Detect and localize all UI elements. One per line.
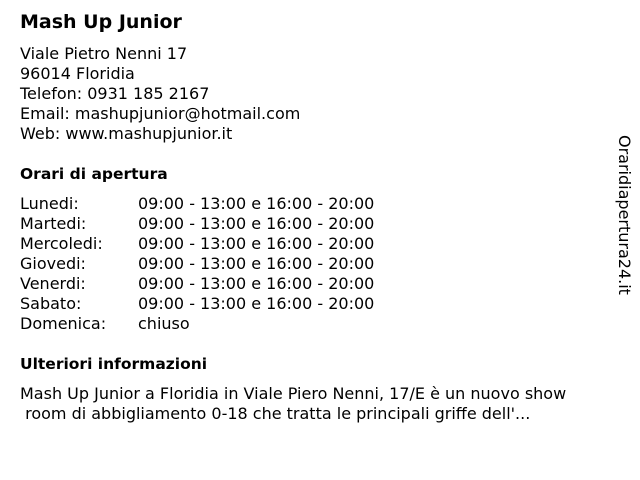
hours-day: Martedi: [20, 214, 87, 233]
address-city: 96014 Floridia [20, 64, 135, 83]
hours-row-saturday [20, 294, 374, 314]
watermark [612, 135, 636, 310]
hours-time: chiuso [138, 314, 190, 333]
hours-row-friday [20, 274, 374, 294]
website: Web: www.mashupjunior.it [20, 124, 233, 143]
store-name: Mash Up Junior [20, 11, 182, 33]
hours-day: Giovedi: [20, 254, 86, 273]
more-info-title: Ulteriori informazioni [20, 355, 208, 373]
opening-hours-table [20, 194, 374, 334]
email-address: Email: mashupjunior@hotmail.com [20, 104, 301, 123]
address-street: Viale Pietro Nenni 17 [20, 44, 188, 63]
watermark-text: Oraridiapertura24.it [615, 135, 634, 295]
hours-row-sunday [20, 314, 374, 334]
opening-hours-title: Orari di apertura [20, 165, 168, 183]
description-line: Mash Up Junior a Floridia in Viale Piero Nenni, 17/E è un nuovo show [20, 384, 567, 403]
hours-row-monday [20, 194, 374, 214]
store-description [20, 384, 620, 424]
description-line: room di abbigliamento 0-18 che tratta le principali griffe dell'... [20, 404, 531, 423]
hours-time: 09:00 - 13:00 e 16:00 - 20:00 [138, 194, 375, 213]
hours-day: Sabato: [20, 294, 82, 313]
phone-number: Telefon: 0931 185 2167 [20, 84, 210, 103]
hours-day: Mercoledi: [20, 234, 103, 253]
hours-time: 09:00 - 13:00 e 16:00 - 20:00 [138, 274, 375, 293]
hours-day: Lunedi: [20, 194, 79, 213]
hours-row-thursday [20, 254, 374, 274]
hours-time: 09:00 - 13:00 e 16:00 - 20:00 [138, 234, 375, 253]
hours-time: 09:00 - 13:00 e 16:00 - 20:00 [138, 254, 375, 273]
hours-day: Venerdi: [20, 274, 86, 293]
hours-row-tuesday [20, 214, 374, 234]
hours-row-wednesday [20, 234, 374, 254]
store-card [20, 10, 610, 424]
hours-time: 09:00 - 13:00 e 16:00 - 20:00 [138, 214, 375, 233]
hours-day: Domenica: [20, 314, 107, 333]
hours-time: 09:00 - 13:00 e 16:00 - 20:00 [138, 294, 375, 313]
